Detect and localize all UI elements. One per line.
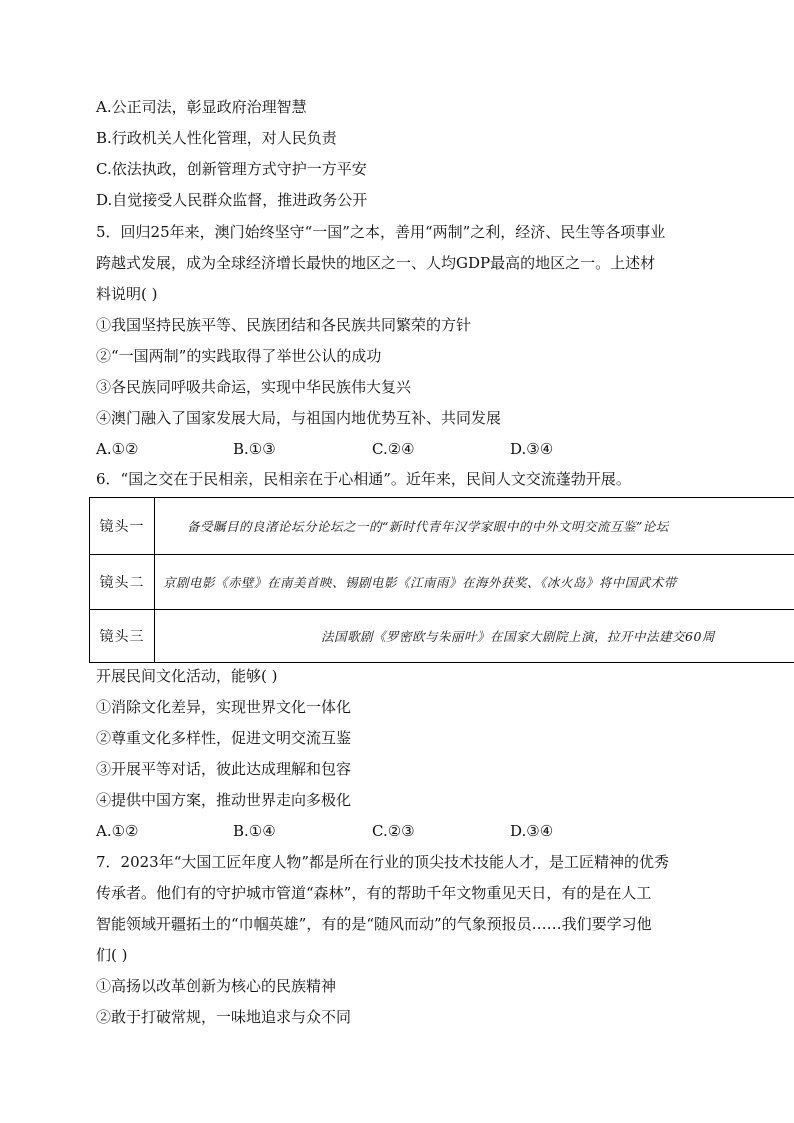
q6-statement-4: ④提供中国方案，推动世界走向多极化 <box>96 791 352 809</box>
option-a-text: A.公正司法，彰显政府治理智慧 <box>96 98 307 116</box>
q6-choice-d: D.③④ <box>510 822 554 840</box>
q5-choice-c: C.②④ <box>372 440 415 458</box>
table-row-label: 镜头二 <box>90 555 155 609</box>
q6-statement-3: ③开展平等对话，彼此达成理解和包容 <box>96 760 352 778</box>
q5-statement-1: ①我国坚持民族平等、民族团结和各民族共同繁荣的方针 <box>96 316 472 334</box>
q5-statement-2: ②“一国两制”的实践取得了举世公认的成功 <box>96 347 382 365</box>
option-d-text: D.自觉接受人民群众监督，推进政务公开 <box>96 191 368 209</box>
q7-stem-line-1: 7．2023年“大国工匠年度人物”都是所在行业的顶尖技术技能人才，是工匠精神的优秀 <box>96 853 670 871</box>
q6-question: 开展民间文化活动，能够( ) <box>96 667 278 685</box>
option-c-text: C.依法执政，创新管理方式守护一方平安 <box>96 160 367 178</box>
q5-statement-3: ③各民族同呼吸共命运，实现中华民族伟大复兴 <box>96 378 412 396</box>
table-row <box>90 609 794 662</box>
table-row <box>90 498 794 554</box>
q6-choice-b: B.①④ <box>233 822 276 840</box>
q5-stem-line-1: 5．回归25年来，澳门始终坚守“一国”之本，善用“两制”之利，经济、民生等各项事业 <box>96 223 666 241</box>
q5-choice-d: D.③④ <box>510 440 554 458</box>
q6-material-table <box>89 497 794 663</box>
table-row-text: 备受瞩目的良渚论坛分论坛之一的“新时代青年汉学家眼中的中外文明交流互鉴”论坛 <box>187 519 669 534</box>
q6-choice-c: C.②③ <box>372 822 415 840</box>
q5-statement-4: ④澳门融入了国家发展大局，与祖国内地优势互补、共同发展 <box>96 409 502 427</box>
table-row <box>90 554 794 609</box>
q5-choices <box>96 439 696 459</box>
q5-stem-line-3: 料说明( ) <box>96 285 158 303</box>
q6-statement-1: ①消除文化差异，实现世界文化一体化 <box>96 698 352 716</box>
q6-intro: 6．“国之交在于民相亲，民相亲在于心相通”。近年来，民间人文交流蓬勃开展。 <box>96 470 631 488</box>
q5-stem-line-2: 跨越式发展，成为全球经济增长最快的地区之一、人均GDP最高的地区之一。上述材 <box>96 254 656 272</box>
q7-statement-2: ②敢于打破常规，一味地追求与众不同 <box>96 1008 352 1026</box>
q6-choices <box>96 821 696 841</box>
q7-stem-line-3: 智能领域开疆拓土的“巾帼英雄”，有的是“随风而动”的气象预报员……我们要学习他 <box>96 915 652 933</box>
option-b-text: B.行政机关人性化管理，对人民负责 <box>96 129 337 147</box>
table-row-text: 法国歌剧《罗密欧与朱丽叶》在国家大剧院上演，拉开中法建交60周 <box>321 629 715 644</box>
q7-stem-line-2: 传承者。他们有的守护城市管道“森林”，有的帮助千年文物重见天日，有的是在人工 <box>96 884 652 902</box>
q7-stem-line-4: 们( ) <box>96 946 128 964</box>
table-row-label: 镜头一 <box>90 498 155 554</box>
q6-statement-2: ②尊重文化多样性，促进文明交流互鉴 <box>96 729 352 747</box>
q5-choice-a: A.①② <box>96 440 139 458</box>
q5-choice-b: B.①③ <box>233 440 276 458</box>
table-row-label: 镜头三 <box>90 610 155 662</box>
q7-statement-1: ①高扬以改革创新为核心的民族精神 <box>96 977 337 995</box>
q6-choice-a: A.①② <box>96 822 139 840</box>
table-row-text: 京剧电影《赤壁》在南美首映、锡剧电影《江南雨》在海外获奖、《冰火岛》将中国武术带 <box>163 575 677 590</box>
